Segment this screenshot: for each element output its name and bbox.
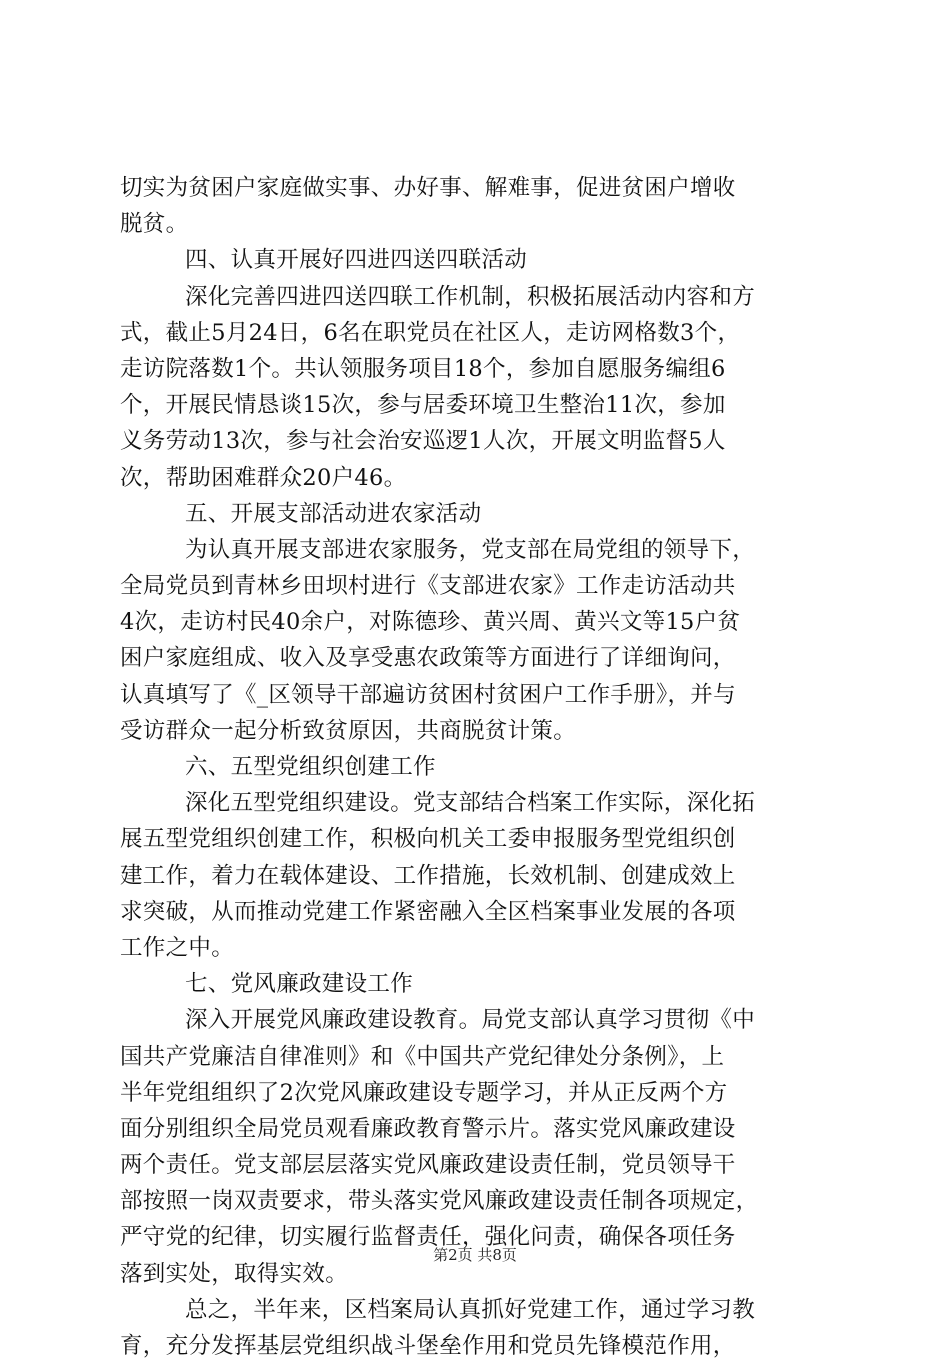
text-line: 受访群众一起分析致贫原因，共商脱贫计策。 — [120, 717, 577, 744]
page-footer: 第2页 共8页 — [433, 1246, 517, 1264]
text-line: 育，充分发挥基层党组织战斗堡垒作用和党员先锋模范作用， — [120, 1333, 736, 1359]
text-line: 两个责任。党支部层层落实党风廉政建设责任制，党员领导干 — [120, 1152, 736, 1179]
text-line: 走访院落数1个。共认领服务项目18个，参加自愿服务编组6 — [120, 355, 726, 382]
text-line: 六、五型党组织创建工作 — [185, 754, 436, 780]
text-line: 深化完善四进四送四联工作机制，积极拓展活动内容和方 — [185, 283, 756, 310]
text-line: 部按照一岗双责要求，带头落实党风廉政建设责任制各项规定， — [120, 1188, 759, 1215]
text-line: 义务劳动13次，参与社会治安巡逻1人次，开展文明监督5人 — [120, 428, 726, 455]
text-line: 面分别组织全局党员观看廉政教育警示片。落实党风廉政建设 — [120, 1115, 736, 1142]
text-line: 半年党组组织了2次党风廉政建设专题学习，并从正反两个方 — [120, 1079, 728, 1106]
text-line: 认真填写了《_区领导干部遍访贫困村贫困户工作手册》，并与 — [120, 681, 736, 708]
text-line: 深化五型党组织建设。党支部结合档案工作实际，深化拓 — [185, 790, 756, 817]
text-line: 次，帮助困难群众20户46。 — [120, 464, 407, 491]
text-line: 严守党的纪律，切实履行监督责任，强化问责，确保各项任务 — [120, 1224, 736, 1251]
text-line: 总之，半年来，区档案局认真抓好党建工作，通过学习教 — [185, 1296, 756, 1323]
document-body — [120, 170, 832, 1364]
text-line: 脱贫。 — [120, 211, 189, 238]
text-line: 为认真开展支部进农家服务，党支部在局党组的领导下， — [185, 536, 756, 563]
text-line: 4次，走访村民40余户，对陈德珍、黄兴周、黄兴文等15户贫 — [120, 609, 741, 636]
text-line: 五、开展支部活动进农家活动 — [185, 500, 482, 527]
text-line: 四、认真开展好四进四送四联活动 — [185, 247, 528, 274]
text-line: 求突破，从而推动党建工作紧密融入全区档案事业发展的各项 — [120, 898, 736, 925]
text-line: 落到实处，取得实效。 — [120, 1260, 349, 1287]
text-line: 深入开展党风廉政建设教育。局党支部认真学习贯彻《中 — [185, 1007, 756, 1034]
text-line: 困户家庭组成、收入及享受惠农政策等方面进行了详细询问， — [120, 645, 736, 672]
text-line: 展五型党组织创建工作，积极向机关工委申报服务型党组织创 — [120, 826, 736, 853]
text-line: 国共产党廉洁自律准则》和《中国共产党纪律处分条例》，上 — [120, 1043, 725, 1070]
text-line: 七、党风廉政建设工作 — [185, 971, 414, 998]
text-line: 式，截止5月24日，6名在职党员在社区人，走访网格数3个， — [120, 319, 741, 346]
text-line: 切实为贫困户家庭做实事、办好事、解难事，促进贫困户增收 — [120, 175, 736, 201]
text-line: 个，开展民情恳谈15次，参与居委环境卫生整治11次，参加 — [120, 392, 726, 419]
text-line: 工作之中。 — [120, 934, 235, 961]
text-line: 全局党员到青林乡田坝村进行《支部进农家》工作走访活动共 — [120, 573, 736, 600]
text-line: 建工作，着力在载体建设、工作措施，长效机制、创建成效上 — [120, 862, 736, 889]
